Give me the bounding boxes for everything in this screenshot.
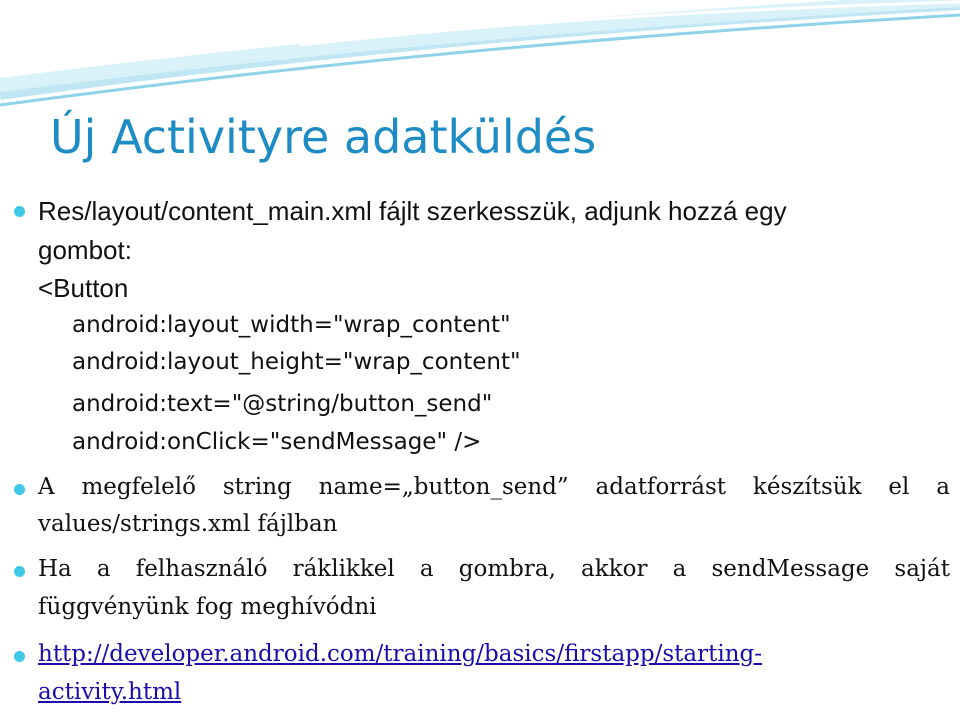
code-line-layout-width: android:layout_width="wrap_content"	[72, 312, 511, 338]
bullet-3-line-2: függvényünk fog meghívódni	[38, 594, 377, 620]
developer-link-line-2[interactable]: activity.html	[38, 679, 182, 705]
bullet-2-line-1: A megfelelő string name=„button_send” adatforrást készítsük el a	[38, 474, 950, 500]
bullet-dot	[14, 206, 25, 217]
bullet-3-line-1: Ha a felhasználó ráklikkel a gombra, akkor a sendMessage saját	[38, 556, 950, 582]
bullet-2-line-2: values/strings.xml fájlban	[38, 511, 338, 537]
code-line-layout-height: android:layout_height="wrap_content"	[72, 349, 521, 375]
developer-link-line-1[interactable]: http://developer.android.com/training/basics/firstapp/starting-	[38, 641, 763, 667]
bullet-dot	[14, 484, 25, 495]
bullet-dot	[14, 566, 25, 577]
header-swoosh-decoration	[0, 0, 960, 120]
bullet-1-line-3: <Button	[38, 273, 129, 303]
bullet-dot	[14, 651, 25, 662]
code-line-onclick: android:onClick="sendMessage" />	[72, 429, 482, 455]
bullet-1-line-2: gombot:	[38, 235, 132, 265]
bullet-1-line-1: Res/layout/content_main.xml fájlt szerkesszük, adjunk hozzá egy	[38, 196, 787, 226]
slide-title: Új Activityre adatküldés	[50, 110, 597, 164]
code-line-text: android:text="@string/button_send"	[72, 391, 493, 417]
